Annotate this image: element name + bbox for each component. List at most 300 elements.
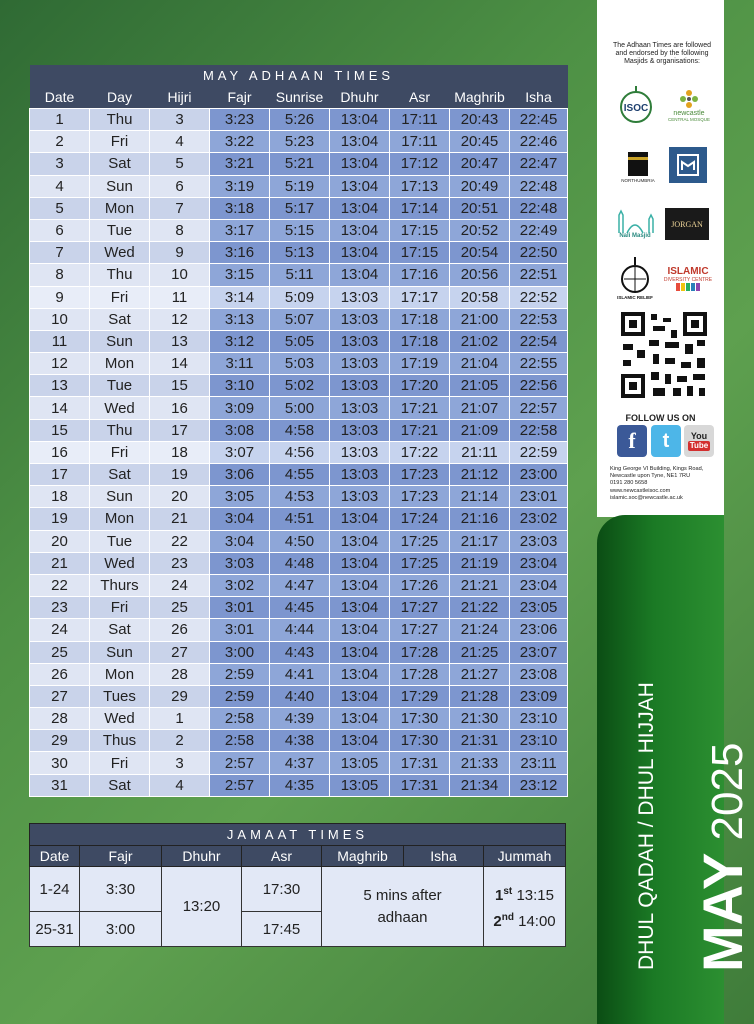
jamaat-asr-2: 17:45	[242, 912, 322, 947]
isoc-logo	[615, 82, 657, 128]
cell-date: 10	[30, 308, 90, 330]
cell-hijri: 23	[150, 552, 210, 574]
cell-dhuhr: 13:04	[330, 153, 390, 175]
cell-maghrib: 21:11	[450, 441, 510, 463]
cell-maghrib: 20:51	[450, 197, 510, 219]
column-header-day: Day	[90, 86, 150, 109]
cell-date: 16	[30, 441, 90, 463]
cell-date: 1	[30, 109, 90, 131]
cell-fajr: 2:58	[210, 730, 270, 752]
cell-fajr: 2:57	[210, 752, 270, 774]
table-row	[30, 619, 568, 641]
column-header-hijri: Hijri	[150, 86, 210, 109]
cell-hijri: 2	[150, 730, 210, 752]
table-row	[30, 286, 568, 308]
cell-hijri: 22	[150, 530, 210, 552]
cell-sunrise: 4:55	[270, 464, 330, 486]
cell-hijri: 17	[150, 419, 210, 441]
cell-asr: 17:23	[390, 486, 450, 508]
website-link[interactable]: www.newcastleisoc.com	[610, 487, 671, 494]
cell-date: 12	[30, 353, 90, 375]
cell-isha: 22:55	[510, 353, 568, 375]
cell-hijri: 5	[150, 153, 210, 175]
cell-asr: 17:22	[390, 441, 450, 463]
cell-day: Fri	[90, 286, 150, 308]
cell-asr: 17:28	[390, 663, 450, 685]
table-row	[30, 685, 568, 707]
table-row	[30, 109, 568, 131]
cell-isha: 23:10	[510, 730, 568, 752]
cell-sunrise: 4:44	[270, 619, 330, 641]
cell-maghrib: 21:19	[450, 552, 510, 574]
cell-dhuhr: 13:03	[330, 308, 390, 330]
cell-date: 21	[30, 552, 90, 574]
cell-date: 30	[30, 752, 90, 774]
cell-hijri: 4	[150, 774, 210, 796]
cell-maghrib: 21:21	[450, 574, 510, 596]
cell-hijri: 26	[150, 619, 210, 641]
cell-isha: 22:59	[510, 441, 568, 463]
cell-fajr: 3:12	[210, 330, 270, 352]
cell-day: Mon	[90, 508, 150, 530]
cell-asr: 17:21	[390, 419, 450, 441]
cell-date: 31	[30, 774, 90, 796]
cell-hijri: 16	[150, 397, 210, 419]
mosque-icon	[675, 152, 701, 178]
cell-day: Wed	[90, 552, 150, 574]
cell-sunrise: 5:23	[270, 131, 330, 153]
email-link[interactable]: islamic.soc@newcastle.ac.uk	[610, 494, 683, 501]
sidebar-panel	[597, 0, 724, 517]
nali-masjid-logo: Nali Masjid	[611, 204, 659, 244]
cell-hijri: 3	[150, 752, 210, 774]
cell-hijri: 13	[150, 330, 210, 352]
cell-isha: 22:57	[510, 397, 568, 419]
cell-maghrib: 20:47	[450, 153, 510, 175]
cell-dhuhr: 13:04	[330, 597, 390, 619]
cell-isha: 22:48	[510, 175, 568, 197]
cell-dhuhr: 13:05	[330, 774, 390, 796]
cell-dhuhr: 13:04	[330, 131, 390, 153]
cell-fajr: 3:00	[210, 641, 270, 663]
cell-fajr: 3:01	[210, 597, 270, 619]
cell-day: Thus	[90, 730, 150, 752]
cell-isha: 23:09	[510, 685, 568, 707]
cell-fajr: 3:17	[210, 219, 270, 241]
cell-maghrib: 21:24	[450, 619, 510, 641]
table-row	[30, 574, 568, 596]
cell-asr: 17:27	[390, 619, 450, 641]
cell-sunrise: 5:15	[270, 219, 330, 241]
cell-sunrise: 5:03	[270, 353, 330, 375]
table-row	[30, 419, 568, 441]
phone-number: 0191 280 5658	[610, 480, 648, 487]
cell-date: 11	[30, 330, 90, 352]
cell-day: Sat	[90, 619, 150, 641]
cell-hijri: 4	[150, 131, 210, 153]
cell-day: Mon	[90, 663, 150, 685]
cell-maghrib: 21:02	[450, 330, 510, 352]
jamaat-header-jummah: Jummah	[484, 846, 566, 867]
cell-date: 22	[30, 574, 90, 596]
twitter-icon[interactable]: t	[651, 425, 681, 457]
flower-icon	[678, 88, 700, 110]
cell-asr: 17:19	[390, 353, 450, 375]
cell-asr: 17:27	[390, 597, 450, 619]
cell-sunrise: 4:47	[270, 574, 330, 596]
table-row	[30, 242, 568, 264]
month-name: MAY	[691, 852, 754, 972]
cell-maghrib: 20:54	[450, 242, 510, 264]
cell-hijri: 18	[150, 441, 210, 463]
cell-dhuhr: 13:03	[330, 330, 390, 352]
globe-icon	[619, 255, 651, 295]
cell-date: 6	[30, 219, 90, 241]
cell-fajr: 3:01	[210, 619, 270, 641]
cell-hijri: 8	[150, 219, 210, 241]
color-bars-icon	[668, 283, 708, 291]
cell-date: 9	[30, 286, 90, 308]
table-row	[30, 530, 568, 552]
cell-hijri: 27	[150, 641, 210, 663]
cell-fajr: 3:15	[210, 264, 270, 286]
table-row	[30, 597, 568, 619]
cell-hijri: 19	[150, 464, 210, 486]
jamaat-date-range-2: 25-31	[30, 912, 80, 947]
youtube-icon[interactable]: You Tube	[684, 425, 714, 457]
cell-sunrise: 4:38	[270, 730, 330, 752]
cell-asr: 17:16	[390, 264, 450, 286]
table-row	[30, 663, 568, 685]
cell-hijri: 11	[150, 286, 210, 308]
cell-asr: 17:21	[390, 397, 450, 419]
cell-dhuhr: 13:03	[330, 419, 390, 441]
cell-day: Sat	[90, 464, 150, 486]
address-line: King George VI Building, Kings Road,	[610, 466, 704, 472]
cell-dhuhr: 13:04	[330, 552, 390, 574]
cell-day: Fri	[90, 597, 150, 619]
cell-dhuhr: 13:03	[330, 397, 390, 419]
cell-asr: 17:20	[390, 375, 450, 397]
cell-asr: 17:11	[390, 109, 450, 131]
cell-fajr: 3:04	[210, 508, 270, 530]
cell-asr: 17:15	[390, 242, 450, 264]
cell-asr: 17:12	[390, 153, 450, 175]
cell-maghrib: 21:12	[450, 464, 510, 486]
cell-dhuhr: 13:04	[330, 264, 390, 286]
cell-date: 2	[30, 131, 90, 153]
cell-date: 19	[30, 508, 90, 530]
cell-asr: 17:28	[390, 641, 450, 663]
cell-dhuhr: 13:04	[330, 708, 390, 730]
cell-day: Sun	[90, 486, 150, 508]
cell-sunrise: 5:21	[270, 153, 330, 175]
cell-asr: 17:11	[390, 131, 450, 153]
cell-day: Tue	[90, 375, 150, 397]
cell-maghrib: 21:16	[450, 508, 510, 530]
cell-maghrib: 20:49	[450, 175, 510, 197]
cell-day: Fri	[90, 131, 150, 153]
cell-dhuhr: 13:04	[330, 219, 390, 241]
cell-day: Sat	[90, 774, 150, 796]
cell-maghrib: 21:17	[450, 530, 510, 552]
cell-date: 23	[30, 597, 90, 619]
cell-hijri: 3	[150, 109, 210, 131]
cell-hijri: 28	[150, 663, 210, 685]
cell-date: 26	[30, 663, 90, 685]
cell-sunrise: 4:43	[270, 641, 330, 663]
cell-dhuhr: 13:04	[330, 508, 390, 530]
islamic-diversity-centre-logo: ISLAMIC DIVERSITY CENTRE	[661, 258, 715, 298]
table-row	[30, 175, 568, 197]
cell-day: Fri	[90, 441, 150, 463]
cell-hijri: 9	[150, 242, 210, 264]
cell-day: Wed	[90, 242, 150, 264]
cell-asr: 17:31	[390, 774, 450, 796]
year: 2025	[703, 742, 752, 841]
table-row	[30, 131, 568, 153]
cell-dhuhr: 13:04	[330, 619, 390, 641]
cell-dhuhr: 13:03	[330, 464, 390, 486]
cell-maghrib: 20:43	[450, 109, 510, 131]
cell-sunrise: 5:19	[270, 175, 330, 197]
jamaat-asr-1: 17:30	[242, 867, 322, 912]
cell-isha: 23:02	[510, 508, 568, 530]
cell-fajr: 2:58	[210, 708, 270, 730]
cell-date: 8	[30, 264, 90, 286]
cell-fajr: 3:10	[210, 375, 270, 397]
cell-sunrise: 5:26	[270, 109, 330, 131]
cell-day: Fri	[90, 752, 150, 774]
cell-isha: 23:03	[510, 530, 568, 552]
cell-sunrise: 5:09	[270, 286, 330, 308]
cell-dhuhr: 13:03	[330, 375, 390, 397]
cell-maghrib: 21:07	[450, 397, 510, 419]
column-header-sunrise: Sunrise	[270, 86, 330, 109]
cell-asr: 17:29	[390, 685, 450, 707]
cell-dhuhr: 13:04	[330, 530, 390, 552]
cell-maghrib: 21:22	[450, 597, 510, 619]
cell-isha: 22:56	[510, 375, 568, 397]
qr-code-icon[interactable]	[619, 310, 709, 400]
cell-hijri: 29	[150, 685, 210, 707]
cell-isha: 23:07	[510, 641, 568, 663]
cell-sunrise: 5:17	[270, 197, 330, 219]
cell-asr: 17:30	[390, 708, 450, 730]
cell-fajr: 3:08	[210, 419, 270, 441]
cell-day: Thu	[90, 419, 150, 441]
cell-fajr: 3:07	[210, 441, 270, 463]
cell-date: 3	[30, 153, 90, 175]
cell-dhuhr: 13:04	[330, 641, 390, 663]
jamaat-maghrib-isha	[322, 867, 484, 947]
cell-asr: 17:14	[390, 197, 450, 219]
jamaat-header-isha: Isha	[404, 846, 484, 867]
cell-fajr: 3:14	[210, 286, 270, 308]
cell-asr: 17:13	[390, 175, 450, 197]
cell-dhuhr: 13:03	[330, 353, 390, 375]
cell-maghrib: 20:56	[450, 264, 510, 286]
table-row	[30, 441, 568, 463]
table-row	[30, 397, 568, 419]
cell-sunrise: 5:07	[270, 308, 330, 330]
cell-date: 29	[30, 730, 90, 752]
table-row	[30, 508, 568, 530]
cell-hijri: 21	[150, 508, 210, 530]
cell-fajr: 3:05	[210, 486, 270, 508]
cell-maghrib: 21:00	[450, 308, 510, 330]
cell-dhuhr: 13:04	[330, 685, 390, 707]
cell-isha: 22:47	[510, 153, 568, 175]
cell-maghrib: 21:28	[450, 685, 510, 707]
cell-day: Sun	[90, 330, 150, 352]
jummah-first: 1st 13:15	[495, 885, 554, 904]
cell-dhuhr: 13:04	[330, 242, 390, 264]
cell-sunrise: 5:00	[270, 397, 330, 419]
cell-day: Thu	[90, 109, 150, 131]
cell-isha: 23:04	[510, 574, 568, 596]
cell-fajr: 3:19	[210, 175, 270, 197]
cell-isha: 22:50	[510, 242, 568, 264]
cell-day: Thurs	[90, 574, 150, 596]
cell-hijri: 7	[150, 197, 210, 219]
cell-hijri: 1	[150, 708, 210, 730]
cell-sunrise: 4:56	[270, 441, 330, 463]
cell-day: Wed	[90, 397, 150, 419]
jamaat-dhuhr: 13:20	[162, 867, 242, 947]
cell-isha: 22:53	[510, 308, 568, 330]
cell-fajr: 3:22	[210, 131, 270, 153]
cell-maghrib: 21:09	[450, 419, 510, 441]
table-row	[30, 375, 568, 397]
cell-date: 14	[30, 397, 90, 419]
cell-day: Sun	[90, 175, 150, 197]
cell-sunrise: 4:50	[270, 530, 330, 552]
table-row	[30, 330, 568, 352]
cell-fajr: 3:13	[210, 308, 270, 330]
cell-maghrib: 21:04	[450, 353, 510, 375]
newcastle-central-mosque-logo: newcastle CENTRAL MOSQUE	[660, 84, 718, 126]
adhaan-title: MAY ADHAAN TIMES	[30, 65, 568, 86]
cell-date: 7	[30, 242, 90, 264]
cell-sunrise: 4:41	[270, 663, 330, 685]
cell-isha: 23:10	[510, 708, 568, 730]
cell-dhuhr: 13:04	[330, 175, 390, 197]
cell-asr: 17:26	[390, 574, 450, 596]
cell-sunrise: 5:11	[270, 264, 330, 286]
cell-day: Sun	[90, 641, 150, 663]
jamaat-header-maghrib: Maghrib	[322, 846, 404, 867]
cell-hijri: 20	[150, 486, 210, 508]
jamaat-fajr-2: 3:00	[80, 912, 162, 947]
cell-hijri: 12	[150, 308, 210, 330]
cell-isha: 22:48	[510, 197, 568, 219]
masjid-logo	[669, 147, 707, 183]
cell-isha: 23:06	[510, 619, 568, 641]
month-year-label	[691, 742, 754, 972]
cell-date: 25	[30, 641, 90, 663]
cell-hijri: 6	[150, 175, 210, 197]
cell-maghrib: 21:14	[450, 486, 510, 508]
hijri-months-label: DHUL QADAH / DHUL HIJJAH	[635, 682, 658, 970]
cell-isha: 23:11	[510, 752, 568, 774]
cell-isha: 22:51	[510, 264, 568, 286]
cell-sunrise: 4:48	[270, 552, 330, 574]
cell-fajr: 3:02	[210, 574, 270, 596]
cell-fajr: 2:59	[210, 663, 270, 685]
cell-day: Sat	[90, 153, 150, 175]
cell-sunrise: 4:39	[270, 708, 330, 730]
address-block	[610, 466, 720, 502]
cell-date: 5	[30, 197, 90, 219]
cell-isha: 23:05	[510, 597, 568, 619]
cell-fajr: 3:23	[210, 109, 270, 131]
cell-asr: 17:31	[390, 752, 450, 774]
cell-sunrise: 4:51	[270, 508, 330, 530]
cell-fajr: 2:59	[210, 685, 270, 707]
column-header-maghrib: Maghrib	[450, 86, 510, 109]
table-row	[30, 552, 568, 574]
cell-day: Tues	[90, 685, 150, 707]
cell-fajr: 3:06	[210, 464, 270, 486]
jummah-second: 2nd 14:00	[493, 911, 556, 930]
table-row	[30, 464, 568, 486]
cell-hijri: 14	[150, 353, 210, 375]
cell-maghrib: 21:33	[450, 752, 510, 774]
cell-fajr: 3:04	[210, 530, 270, 552]
table-row	[30, 264, 568, 286]
table-row	[30, 353, 568, 375]
jamaat-times-table	[29, 823, 566, 947]
cell-date: 4	[30, 175, 90, 197]
cell-sunrise: 5:05	[270, 330, 330, 352]
cell-isha: 22:45	[510, 109, 568, 131]
table-row	[30, 197, 568, 219]
cell-dhuhr: 13:04	[330, 109, 390, 131]
cell-day: Mon	[90, 197, 150, 219]
cell-isha: 22:54	[510, 330, 568, 352]
maghrib-isha-note: 5 mins after adhaan	[363, 886, 442, 926]
cell-sunrise: 4:45	[270, 597, 330, 619]
cell-fajr: 3:09	[210, 397, 270, 419]
cell-asr: 17:24	[390, 508, 450, 530]
cell-date: 24	[30, 619, 90, 641]
column-header-dhuhr: Dhuhr	[330, 86, 390, 109]
cell-date: 17	[30, 464, 90, 486]
cell-isha: 22:58	[510, 419, 568, 441]
cell-maghrib: 20:58	[450, 286, 510, 308]
facebook-icon[interactable]: f	[617, 425, 647, 457]
cell-date: 13	[30, 375, 90, 397]
jamaat-fajr-1: 3:30	[80, 867, 162, 912]
table-row	[30, 641, 568, 663]
cell-fajr: 3:16	[210, 242, 270, 264]
cell-sunrise: 4:35	[270, 774, 330, 796]
table-row	[30, 708, 568, 730]
address-line: Newcastle upon Tyne, NE1 7RU	[610, 473, 691, 480]
table-row	[30, 486, 568, 508]
jamaat-jummah	[484, 867, 566, 947]
cell-asr: 17:15	[390, 219, 450, 241]
table-row	[30, 752, 568, 774]
cell-fajr: 2:57	[210, 774, 270, 796]
svg-text:ISOC: ISOC	[623, 103, 649, 114]
cell-fajr: 3:11	[210, 353, 270, 375]
cell-day: Thu	[90, 264, 150, 286]
table-row	[30, 730, 568, 752]
cell-isha: 23:00	[510, 464, 568, 486]
jamaat-header-date: Date	[30, 846, 80, 867]
